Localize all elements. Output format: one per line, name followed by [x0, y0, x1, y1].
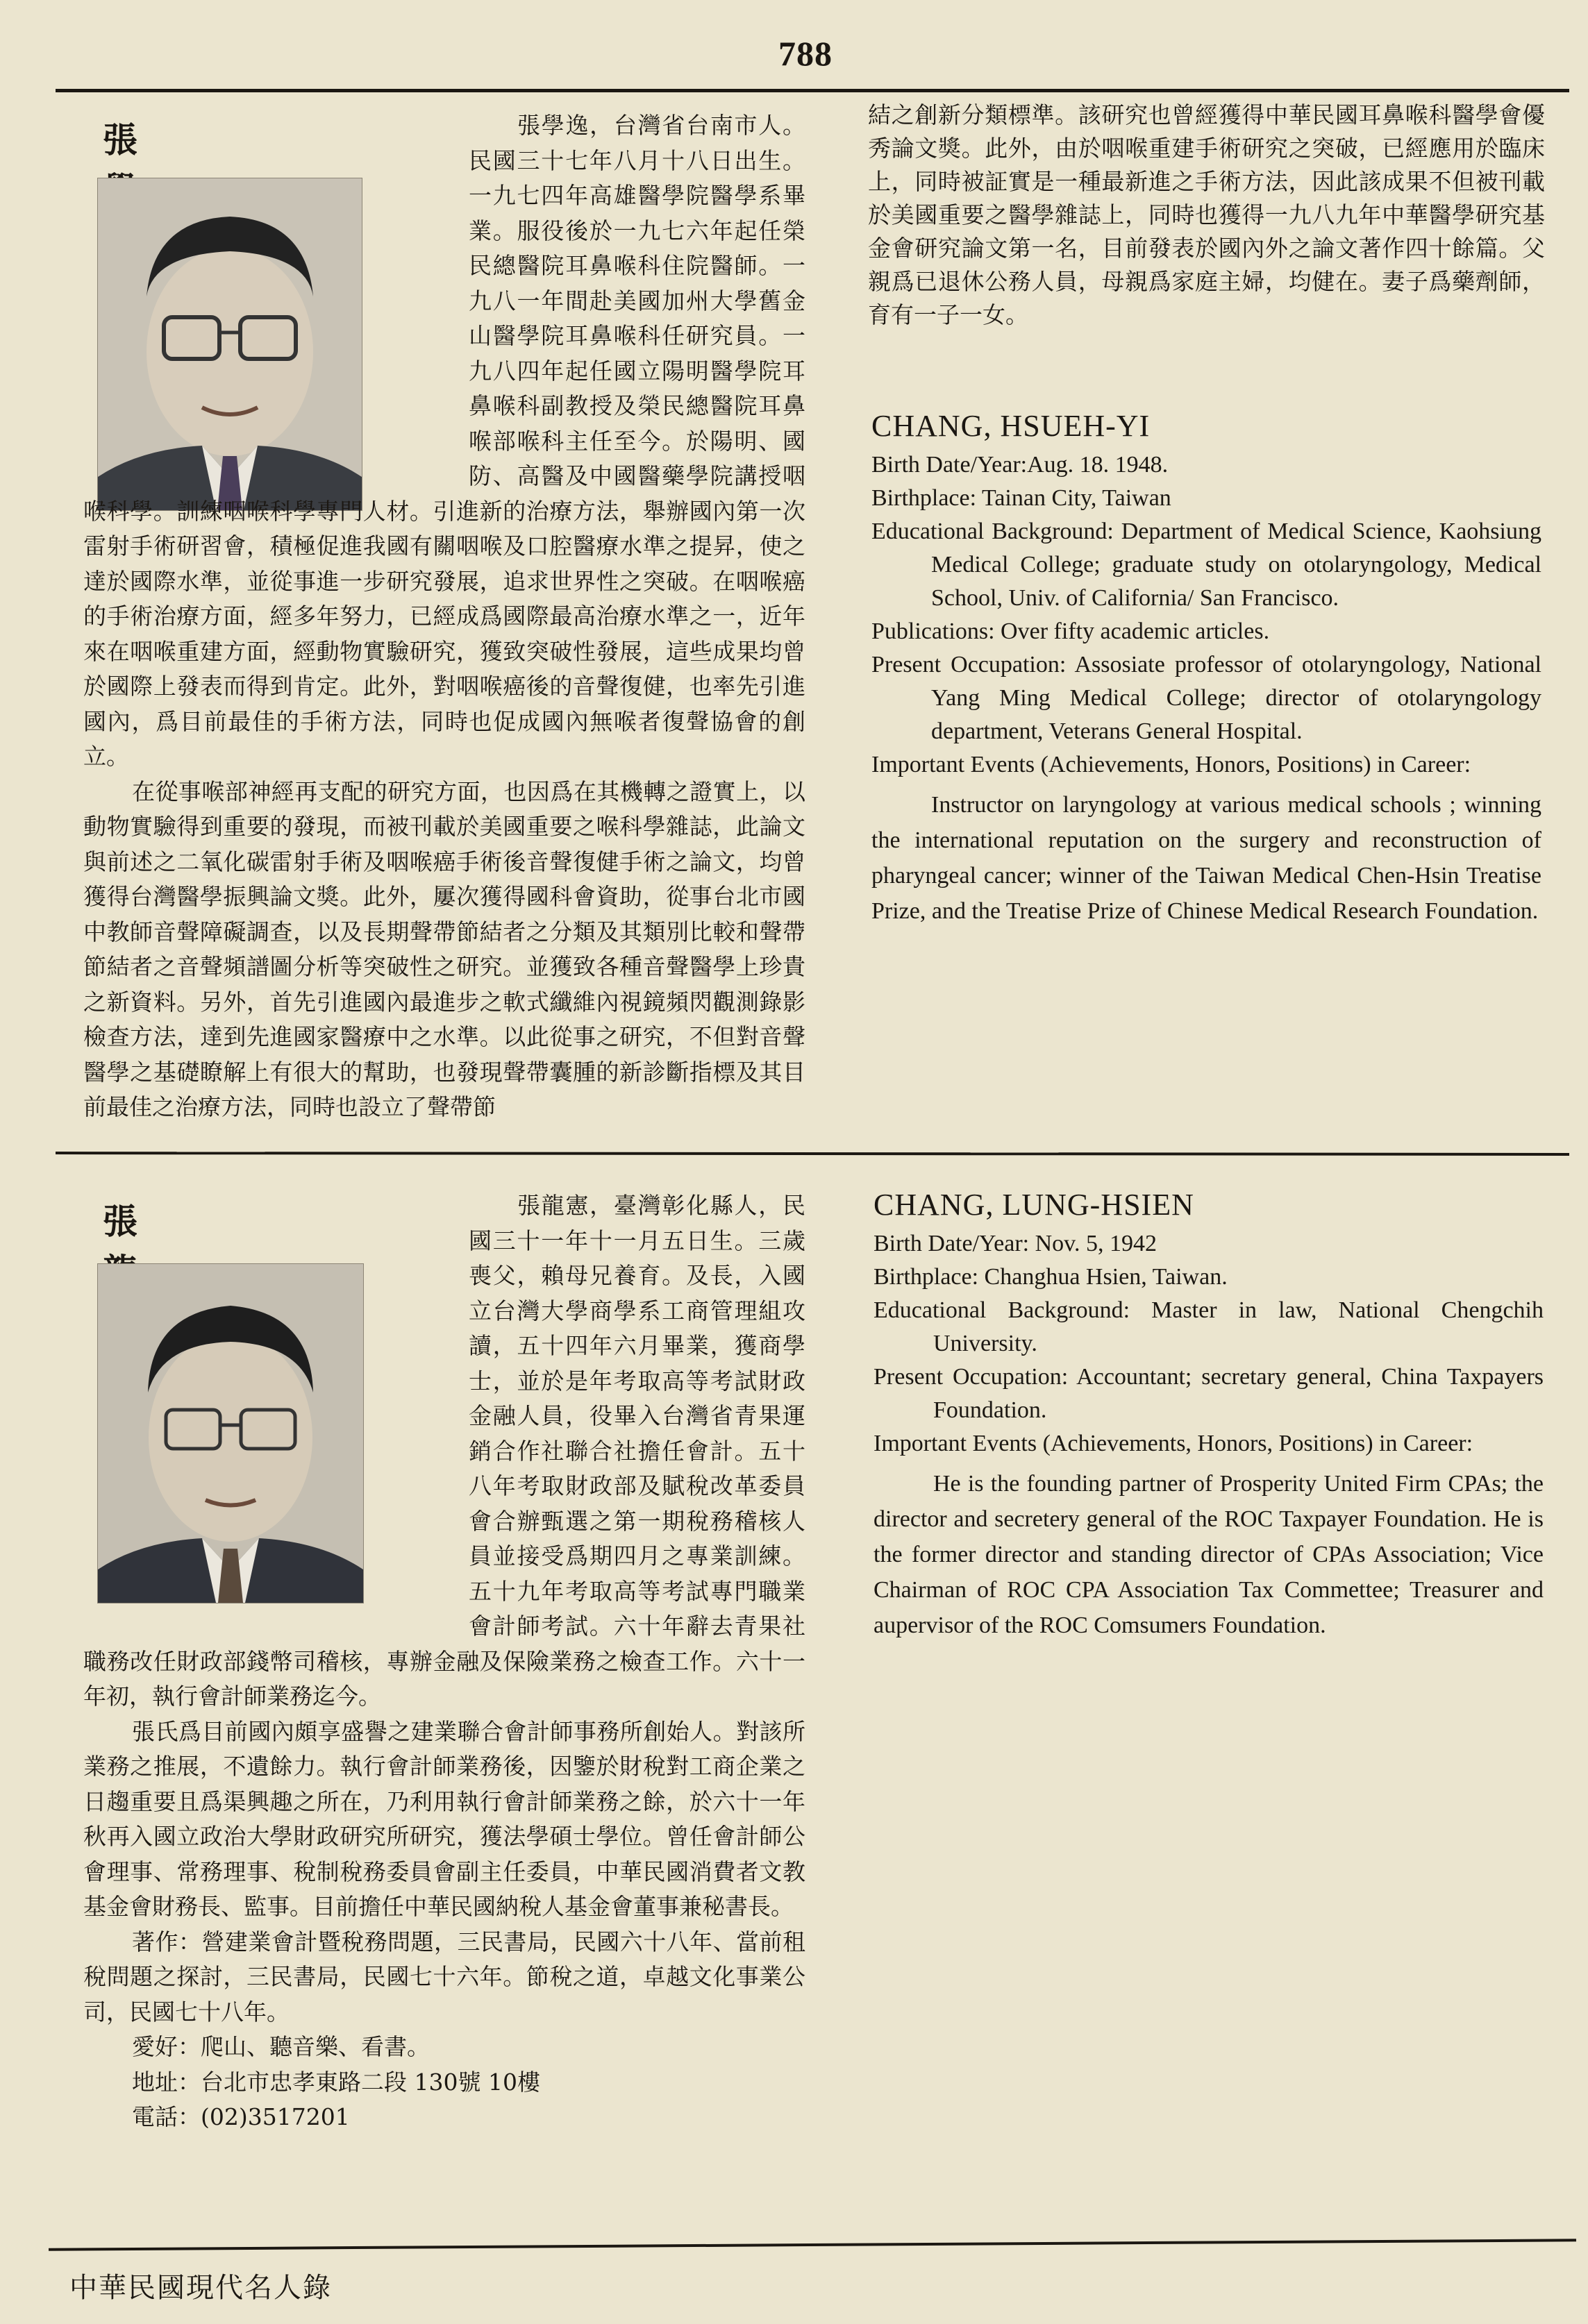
- en-career-paragraph: Instructor on laryngology at various medical schools ; winning the international reputation on the surgery and reconstruction of pharyngeal cancer; winner of the Taiwan Medical Chen-Hsin Treatise Prize, and the Treatise Prize of Chinese Medical Research Foundation.: [871, 792, 1541, 924]
- entry-name-chinese: 張: [103, 1202, 150, 1242]
- en-info-row: Present Occupation: Assosiate professor of otolaryngology, National Yang Ming Medical College; director of otolaryngology department, Veterans General Hospital.: [871, 652, 1541, 744]
- bio-paragraph: 張氏爲目前國內頗享盛譽之建業聯合會計師事務所創始人。對該所業務之推展，不遺餘力。執行會計師業務後，因鑒於財稅對工商企業之日趨重要且爲渠興趣之所在，乃利用執行會計師業務之餘，於六十一年秋再入國立政治大學財政研究所研究，獲法學碩士學位。曾任會計師公會理事、常務理事、稅制稅務委員會副主任委員，中華民國消費者文教基金會財務長、監事。目前擔任中華民國納稅人基金會董事兼秘書長。: [83, 1717, 805, 1920]
- bio-hobbies: 愛好：爬山、聽音樂、看書。: [132, 2033, 430, 2060]
- page-number: 788: [778, 34, 833, 73]
- bio-paragraph: 在從事喉部神經再支配的研究方面，也因爲在其機轉之證實上，以動物實驗得到重要的發現，而被刊載於美國重要之喉科學雜誌，此論文與前述之二氧化碳雷射手術及咽喉癌手術後音聲復健手術之論文，均曾獲得台灣醫學振興論文獎。此外，屢次獲得國科會資助，從事台北市國中教師音聲障礙調查，以及長期聲帶節結者之分類及其類別比較和聲帶節結者之音聲頻譜圖分析等突破性之研究。並獲致各種音聲醫學上珍貴之新資料。另外，首先引進國內最進步之軟式纖維內視鏡頻閃觀測錄影檢查方法，達到先進國家醫療中之水準。以此從事之研究，不但對音聲醫學之基礎瞭解上有很大的幫助，也發現聲帶囊腫的新診斷指標及其目前最佳之治療方法，同時也設立了聲帶節: [83, 777, 805, 1120]
- en-info-row: Educational Background: Department of Medical Science, Kaohsiung Medical College; graduate study on otolaryngology, Medical School, Univ. of California/ San Francisco.: [871, 519, 1541, 611]
- en-info-row: Birthplace: Changhua Hsien, Taiwan.: [874, 1264, 1228, 1290]
- bio-paragraph: 張學逸，台灣省台南市人。民國三十七年八月十八日出生。一九七四年高雄醫學院醫學系畢業。服役後於一九七六年起任榮民總醫院耳鼻喉科住院醫師。一九八一年間赴美國加州大學舊金山醫學院耳鼻喉科任研究員。一九八四年起任國立陽明醫學院耳鼻喉科副教授及榮民總醫院耳鼻喉部喉科主任至今。於陽明、國防、高醫及中國醫藥學院講授咽喉科學。訓練咽喉科學專門人材。引進新的治療方法，舉辦國內第一次雷射手術研習會，積極促進我國有關咽喉及口腔醫療水準之提昇，使之達於國際水準，並從事進一步研究發展，追求世界性之突破。在咽喉癌的手術治療方面，經多年努力，已經成爲國際最高治療水準之一，近年來在咽喉重建方面，經動物實驗研究，獲致突破性發展，這些成果均曾於國際上發表而得到肯定。此外，對咽喉癌後的音聲復健，也率先引進國內，爲目前最佳的手術方法，同時也促成國內無喉者復聲協會的創立。: [83, 112, 805, 770]
- en-career-paragraph: He is the founding partner of Prosperity United Firm CPAs; the director and secretery general of the ROC Taxpayer Foundation. He is the former director and standing director of CPAs Association; Vice Chairman of ROC CPA Association Tax Commettee; Treasurer and aupervisor of the ROC Comsumers Foundation.: [874, 1471, 1544, 1638]
- bio-paragraph: 結之創新分類標準。該研究也曾經獲得中華民國耳鼻喉科醫學會優秀論文獎。此外，由於咽喉重建手術研究之突破，已經應用於臨床上，同時被証實是一種最新進之手術方法，因此該成果不但被刊載於美國重要之醫學雜誌上，同時也獲得一九八九年中華醫學研究基金會研究論文第一名，目前發表於國內外之論文著作四十餘篇。父親爲已退休公務人員，母親爲家庭主婦，均健在。妻子爲藥劑師，育有一子一女。: [868, 101, 1545, 328]
- english-biography: [874, 1188, 1544, 1643]
- bio-address: 地址：台北市忠孝東路二段 130號 10樓: [132, 2068, 540, 2096]
- chinese-biography-continued: [868, 99, 1545, 332]
- en-info-row: Educational Background: Master in law, National Chengchih University.: [874, 1297, 1544, 1356]
- chinese-biography: [83, 1188, 805, 2135]
- bio-paragraph: 張龍憲，臺灣彰化縣人，民國三十一年十一月五日生。三歲喪父，賴母兄養育。及長，入國立台灣大學商學系工商管理組攻讀，五十四年六月畢業，獲商學士，並於是年考取高等考試財政金融人員，役畢入台灣省青果運銷合作社聯合社擔任會計。五十八年考取財政部及賦稅改革委員會合辦甄選之第一期稅務稽核人員並接受爲期四月之專業訓練。五十九年考取高等考試專門職業會計師考試。六十年辭去青果社職務改任財政部錢幣司稽核，專辦金融及保險業務之檢查工作。六十一年初，執行會計師業務迄今。: [83, 1192, 805, 1710]
- top-rule: [56, 89, 1569, 92]
- entry-name-english: CHANG, LUNG-HSIEN: [874, 1188, 1194, 1222]
- english-biography: [871, 410, 1541, 929]
- en-info-row: Birthplace: Tainan City, Taiwan: [871, 485, 1171, 511]
- en-info-row: Important Events (Achievements, Honors, Positions) in Career:: [874, 1431, 1473, 1456]
- en-info-row: Publications: Over fifty academic articles.: [871, 618, 1270, 644]
- chinese-biography-part1: [83, 108, 805, 1125]
- entry-divider: [56, 1152, 1569, 1156]
- bio-paragraph: 著作：營建業會計暨稅務問題，三民書局，民國六十八年、當前租稅問題之探討，三民書局，民國七十六年。節稅之道，卓越文化事業公司，民國七十八年。: [83, 1928, 805, 2026]
- entry-name-chinese: 張: [103, 120, 150, 160]
- bio-phone: 電話：(02)3517201: [132, 2103, 350, 2130]
- en-info-row: Birth Date/Year: Nov. 5, 1942: [874, 1231, 1157, 1256]
- en-info-row: Birth Date/Year:Aug. 18. 1948.: [871, 452, 1169, 478]
- en-info-row: Present Occupation: Accountant; secretary general, China Taxpayers Foundation.: [874, 1364, 1544, 1423]
- entry-name-english: CHANG, HSUEH-YI: [871, 409, 1151, 443]
- book-title-footer: 中華民國現代名人錄: [69, 2272, 332, 2304]
- bottom-rule: [49, 2239, 1576, 2250]
- en-info-row: Important Events (Achievements, Honors, Positions) in Career:: [871, 752, 1471, 777]
